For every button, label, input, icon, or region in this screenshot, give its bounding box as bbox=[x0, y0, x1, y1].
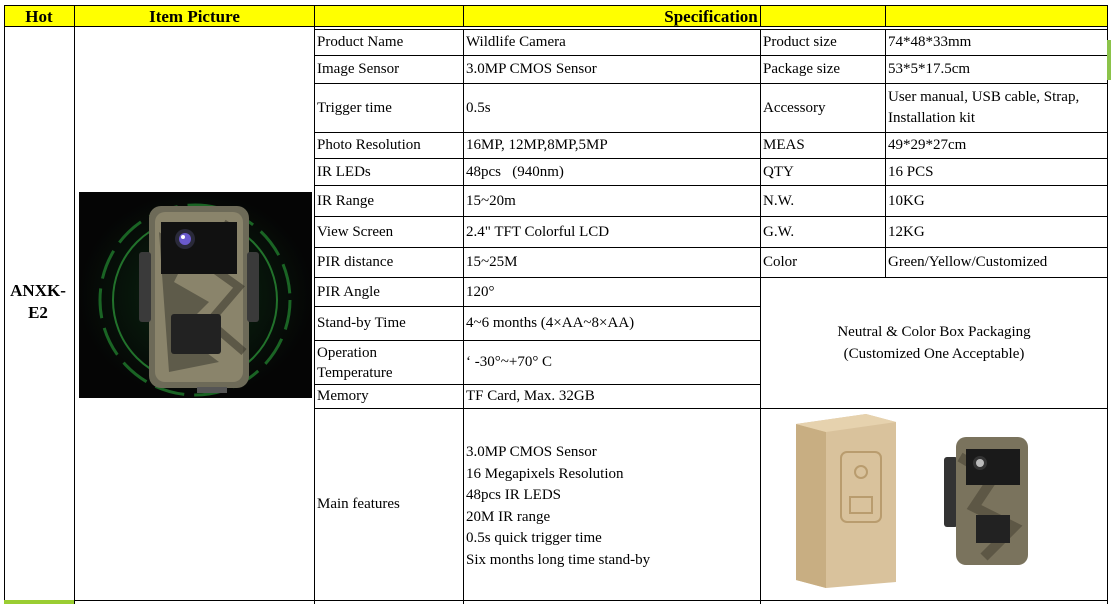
spec-value-memory: TF Card, Max. 32GB bbox=[466, 388, 595, 404]
feature-item: 0.5s quick trigger time bbox=[466, 530, 602, 546]
feature-item: 20M IR range bbox=[466, 508, 551, 525]
header-hot: Hot bbox=[4, 5, 74, 27]
spec-label-nw: N.W. bbox=[763, 192, 795, 209]
spec-label-main-features: Main features bbox=[317, 496, 400, 512]
spec-value-product-name: Wildlife Camera bbox=[466, 34, 566, 50]
spec-value-operation-temperature: ‘ -30°~+70° C bbox=[466, 354, 553, 370]
spec-value-package-size: 53*5*17.5cm bbox=[888, 61, 971, 77]
green-accent bbox=[4, 600, 74, 604]
spec-value-accessory: User manual, USB cable, Strap, Installation kit bbox=[888, 89, 1080, 126]
edge-accent bbox=[1107, 40, 1111, 80]
spec-label-product-name: Product Name bbox=[317, 34, 404, 50]
spec-value-color: Green/Yellow/Customized bbox=[888, 254, 1048, 270]
spec-value-ir-leds: 48pcs (940nm) bbox=[466, 163, 564, 180]
feature-item: 48pcs IR LEDS bbox=[466, 487, 561, 503]
spec-value-qty: 16 PCS bbox=[888, 163, 934, 180]
packaging-box-image bbox=[786, 412, 898, 588]
spec-value-pir-distance: 15~25M bbox=[466, 254, 518, 270]
spec-label-accessory: Accessory bbox=[763, 99, 826, 116]
spec-label-image-sensor: Image Sensor bbox=[317, 61, 400, 77]
spec-label-color: Color bbox=[763, 254, 798, 270]
spec-label-pir-distance: PIR distance bbox=[317, 254, 394, 270]
spec-label-operation-temperature: Operation Temperature bbox=[317, 344, 393, 381]
spec-value-view-screen: 2.4" TFT Colorful LCD bbox=[466, 223, 610, 240]
spec-value-meas: 49*29*27cm bbox=[888, 137, 967, 153]
feature-item: 16 Megapixels Resolution bbox=[466, 465, 624, 482]
spec-value-photo-resolution: 16MP, 12MP,8MP,5MP bbox=[466, 137, 608, 153]
spec-label-gw: G.W. bbox=[763, 223, 795, 240]
spec-label-qty: QTY bbox=[763, 163, 794, 180]
spec-label-ir-leds: IR LEDs bbox=[317, 163, 371, 180]
header-item-picture: Item Picture bbox=[75, 5, 314, 27]
model-code: ANXK- E2 bbox=[10, 281, 66, 322]
spec-value-gw: 12KG bbox=[888, 223, 925, 240]
spec-value-nw: 10KG bbox=[888, 192, 925, 209]
spec-value-image-sensor: 3.0MP CMOS Sensor bbox=[466, 61, 597, 77]
spec-label-standby-time: Stand-by Time bbox=[317, 315, 406, 331]
spec-value-product-size: 74*48*33mm bbox=[888, 34, 972, 50]
spec-label-product-size: Product size bbox=[763, 34, 837, 50]
packaging-note: Neutral & Color Box Packaging (Customized One Acceptable) bbox=[837, 324, 1031, 362]
spec-label-photo-resolution: Photo Resolution bbox=[317, 137, 421, 153]
product-photo bbox=[79, 192, 312, 398]
header-specification: Specification bbox=[315, 5, 1107, 27]
spec-label-pir-angle: PIR Angle bbox=[317, 283, 380, 300]
spec-label-ir-range: IR Range bbox=[317, 192, 375, 209]
camera-image bbox=[944, 437, 1036, 567]
spec-label-meas: MEAS bbox=[763, 137, 805, 153]
spec-label-trigger-time: Trigger time bbox=[317, 99, 392, 116]
feature-item: Six months long time stand-by bbox=[466, 551, 651, 568]
spec-label-memory: Memory bbox=[317, 388, 369, 404]
feature-item: 3.0MP CMOS Sensor bbox=[466, 444, 597, 460]
spec-value-standby-time: 4~6 months (4×AA~8×AA) bbox=[466, 315, 635, 331]
spec-value-trigger-time: 0.5s bbox=[466, 99, 491, 116]
main-features-list bbox=[466, 442, 756, 571]
spec-label-package-size: Package size bbox=[763, 61, 841, 77]
spec-value-ir-range: 15~20m bbox=[466, 192, 516, 209]
spec-value-pir-angle: 120° bbox=[466, 283, 495, 300]
spec-label-view-screen: View Screen bbox=[317, 223, 394, 240]
